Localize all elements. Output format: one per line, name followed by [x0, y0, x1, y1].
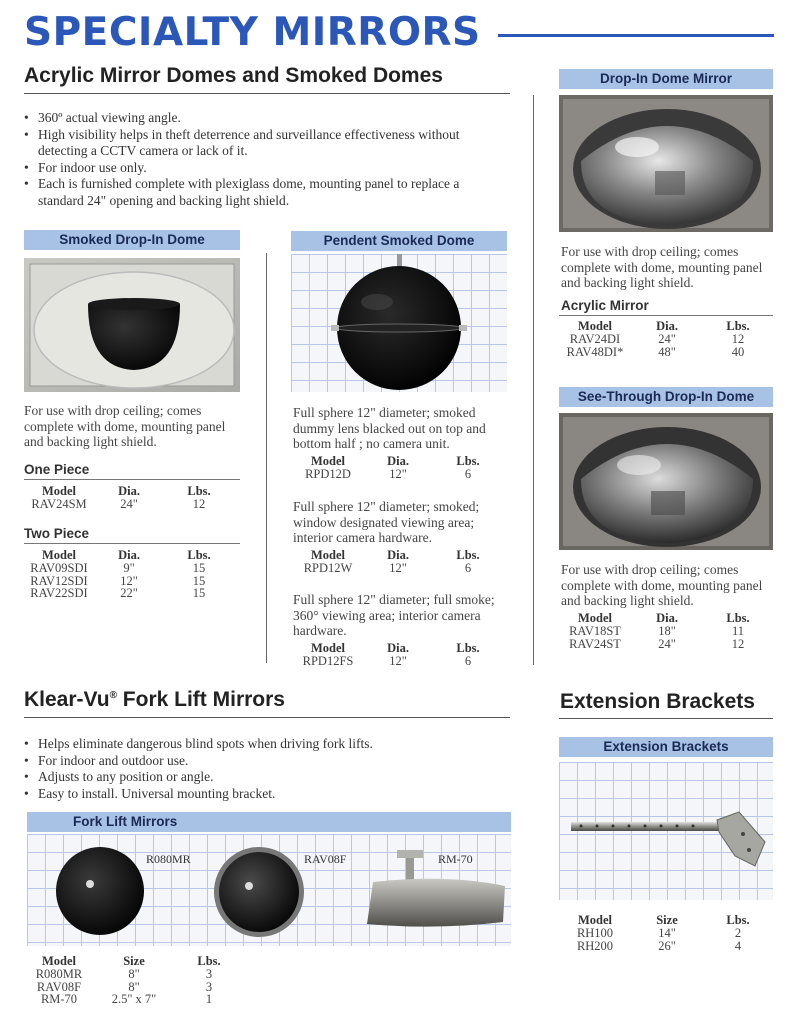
table-row	[559, 333, 773, 346]
table-cell: 24"	[120, 497, 138, 511]
acrylic-section-title: Acrylic Mirror Domes and Smoked Domes	[24, 64, 443, 87]
acrylic-bullet: • For indoor use only.	[24, 160, 504, 177]
forklift-bullet: • Adjusts to any position or angle.	[24, 769, 504, 786]
column-header: Lbs.	[197, 954, 221, 968]
column-header: Model	[41, 484, 77, 498]
table-cell: 6	[464, 561, 472, 575]
table-cell: 18"	[658, 624, 676, 638]
forklift-bullet: • Helps eliminate dangerous blind spots when driving fork lifts.	[24, 736, 504, 753]
acrylic-bullet: • Each is furnished complete with plexiglass dome, mounting panel to replace a standard 24" opening and backing light shield.	[24, 176, 504, 209]
forklift-bullet: • Easy to install. Universal mounting bracket.	[24, 786, 504, 803]
table-cell: 6	[464, 654, 472, 668]
forklift-section-title	[24, 688, 285, 712]
table-cell: 6	[464, 467, 472, 481]
brackets-header: Extension Brackets	[559, 737, 773, 757]
table-cell: RAV09SDI	[30, 561, 88, 575]
acrylic-bullets	[24, 110, 504, 209]
pendent-desc-1: Full sphere 12" diameter; smoked dummy lens blacked out on top and bottom half ; no camera unit.	[293, 405, 486, 451]
table-cell: RAV18ST	[569, 624, 621, 638]
table-cell: RH100	[576, 926, 614, 940]
table-cell: 15	[192, 586, 206, 600]
table-cell: 12	[731, 332, 745, 346]
table-row	[293, 562, 503, 575]
table-cell: 26"	[658, 938, 676, 953]
table-cell: 12"	[389, 467, 407, 481]
column-header: Size	[656, 913, 678, 927]
column-header: Dia.	[118, 548, 140, 562]
column-header: Lbs.	[726, 319, 750, 333]
table-row	[293, 655, 503, 668]
column-header: Lbs.	[456, 641, 480, 655]
page-title: SPECIALTY MIRRORS	[24, 10, 481, 55]
brackets-section-title: Extension Brackets	[560, 690, 755, 713]
table-row	[559, 625, 773, 638]
forklift-header: Fork Lift Mirrors	[27, 812, 511, 832]
column-header: Model	[41, 548, 77, 562]
dropin-mirror-photo	[559, 95, 773, 232]
registered-mark: ®	[109, 690, 117, 701]
title-rule	[498, 34, 774, 37]
table-cell: 12"	[389, 561, 407, 575]
table-cell: RAV12SDI	[30, 573, 88, 588]
pendent-table-2	[293, 549, 503, 575]
acrylic-bullet: • 360º actual viewing angle.	[24, 110, 504, 127]
column-header: Model	[577, 611, 613, 625]
forklift-table	[24, 955, 244, 1006]
column-header: Model	[310, 548, 346, 562]
table-cell: 2.5" x 7"	[111, 992, 157, 1006]
acrylic-mirror-title: Acrylic Mirror	[561, 298, 649, 313]
table-row	[559, 638, 773, 651]
see-through-desc: For use with drop ceiling; comes complete with dome, mounting panel and backing light shield.	[561, 562, 763, 608]
see-through-table	[559, 612, 773, 650]
forklift-bullets	[24, 736, 504, 802]
column-header: Lbs.	[456, 548, 480, 562]
table-cell: 3	[205, 979, 213, 994]
table-cell: 15	[192, 573, 206, 588]
dropin-mirror-desc: For use with drop ceiling; comes complete with dome, mounting panel and backing light shield.	[561, 244, 763, 290]
table-cell: 9"	[123, 561, 135, 575]
smoked-dropin-photo	[24, 258, 240, 392]
column-header: Model	[310, 641, 346, 655]
pendent-table-3	[293, 642, 503, 668]
acrylic-mirror-rule	[559, 315, 773, 316]
table-cell: RM-70	[40, 992, 78, 1006]
table-cell: RPD12FS	[302, 654, 354, 668]
table-cell: 8"	[128, 967, 140, 981]
column-header: Dia.	[656, 319, 678, 333]
forklift-title-rest: Fork Lift Mirrors	[116, 688, 285, 711]
table-row	[24, 968, 244, 981]
column-header: Model	[577, 913, 613, 927]
forklift-title-brand: Klear-Vu	[24, 688, 110, 711]
brackets-photo	[559, 762, 773, 900]
two-piece-rule	[24, 543, 240, 544]
table-row	[24, 993, 244, 1006]
two-piece-table	[24, 549, 234, 600]
table-cell: 22"	[120, 586, 138, 600]
acrylic-section-rule	[24, 93, 510, 94]
forklift-caption: RAV08F	[304, 852, 347, 866]
forklift-caption: RM-70	[438, 852, 473, 866]
table-cell: 1	[205, 992, 213, 1006]
column-header: Lbs.	[726, 913, 750, 927]
brackets-section-rule	[559, 718, 773, 719]
table-row	[293, 468, 503, 481]
table-cell: RPD12D	[305, 467, 351, 481]
table-cell: RAV08F	[36, 979, 82, 994]
column-header: Dia.	[387, 548, 409, 562]
column-header: Lbs.	[726, 611, 750, 625]
column-header: Size	[123, 954, 145, 968]
table-cell: 2	[734, 926, 742, 940]
one-piece-table	[24, 485, 234, 511]
pendent-photo	[291, 254, 507, 392]
table-row	[24, 562, 234, 575]
forklift-photo	[27, 834, 511, 946]
table-cell: 48"	[658, 344, 676, 359]
column-header: Lbs.	[187, 548, 211, 562]
table-cell: 11	[731, 624, 745, 638]
forklift-bullet: • For indoor and outdoor use.	[24, 753, 504, 770]
forklift-section-rule	[24, 717, 510, 718]
acrylic-bullet: • High visibility helps in theft deterrence and surveillance effectiveness without detecting a CCTV camera or lack of it.	[24, 127, 504, 160]
column-header: Lbs.	[456, 454, 480, 468]
pendent-desc-2: Full sphere 12" diameter; smoked; window designated viewing area; interior camera hardware.	[293, 499, 480, 545]
smoked-dropin-header: Smoked Drop-In Dome	[24, 230, 240, 250]
column-header: Model	[41, 954, 77, 968]
pendent-desc-3: Full sphere 12" diameter; full smoke; 360° viewing area; interior camera hardware.	[293, 592, 495, 638]
column-header: Model	[310, 454, 346, 468]
table-cell: RAV24DI	[569, 332, 621, 346]
table-cell: 4	[734, 938, 742, 953]
table-row	[559, 346, 773, 359]
table-cell: 24"	[658, 332, 676, 346]
column-header: Dia.	[387, 454, 409, 468]
table-cell: 14"	[658, 926, 676, 940]
table-cell: RAV22SDI	[30, 586, 88, 600]
column-header: Model	[577, 319, 613, 333]
pendent-table-1	[293, 455, 503, 481]
table-cell: RPD12W	[303, 561, 353, 575]
table-cell: 12"	[120, 573, 138, 588]
table-cell: RAV48DI*	[566, 344, 624, 359]
two-piece-title: Two Piece	[24, 526, 90, 541]
see-through-header: See-Through Drop-In Dome	[559, 387, 773, 407]
column-divider	[533, 95, 534, 665]
dropin-mirror-header: Drop-In Dome Mirror	[559, 69, 773, 89]
table-cell: 24"	[658, 636, 676, 651]
column-header: Dia.	[387, 641, 409, 655]
table-cell: 15	[192, 561, 206, 575]
table-cell: R080MR	[35, 967, 83, 981]
table-cell: 3	[205, 967, 213, 981]
table-cell: RAV24SM	[31, 497, 87, 511]
table-cell: 12"	[389, 654, 407, 668]
column-divider	[266, 253, 267, 663]
dropin-mirror-table	[559, 320, 773, 358]
one-piece-rule	[24, 479, 240, 480]
see-through-photo	[559, 413, 773, 550]
table-cell: 40	[731, 344, 745, 359]
column-header: Dia.	[656, 611, 678, 625]
table-cell: RAV24ST	[569, 636, 621, 651]
column-header: Dia.	[118, 484, 140, 498]
pendent-header: Pendent Smoked Dome	[291, 231, 507, 251]
table-cell: RH200	[576, 938, 614, 953]
brackets-table	[559, 914, 773, 952]
column-header: Lbs.	[187, 484, 211, 498]
table-cell: 12	[731, 636, 745, 651]
table-row	[24, 587, 234, 600]
forklift-caption: R080MR	[146, 852, 191, 866]
table-cell: 12	[192, 497, 206, 511]
table-row	[24, 498, 234, 511]
table-cell: 8"	[128, 979, 140, 994]
table-row	[559, 940, 773, 953]
smoked-dropin-desc: For use with drop ceiling; comes complete with dome, mounting panel and backing light shield.	[24, 403, 226, 449]
table-row	[559, 927, 773, 940]
one-piece-title: One Piece	[24, 462, 90, 477]
